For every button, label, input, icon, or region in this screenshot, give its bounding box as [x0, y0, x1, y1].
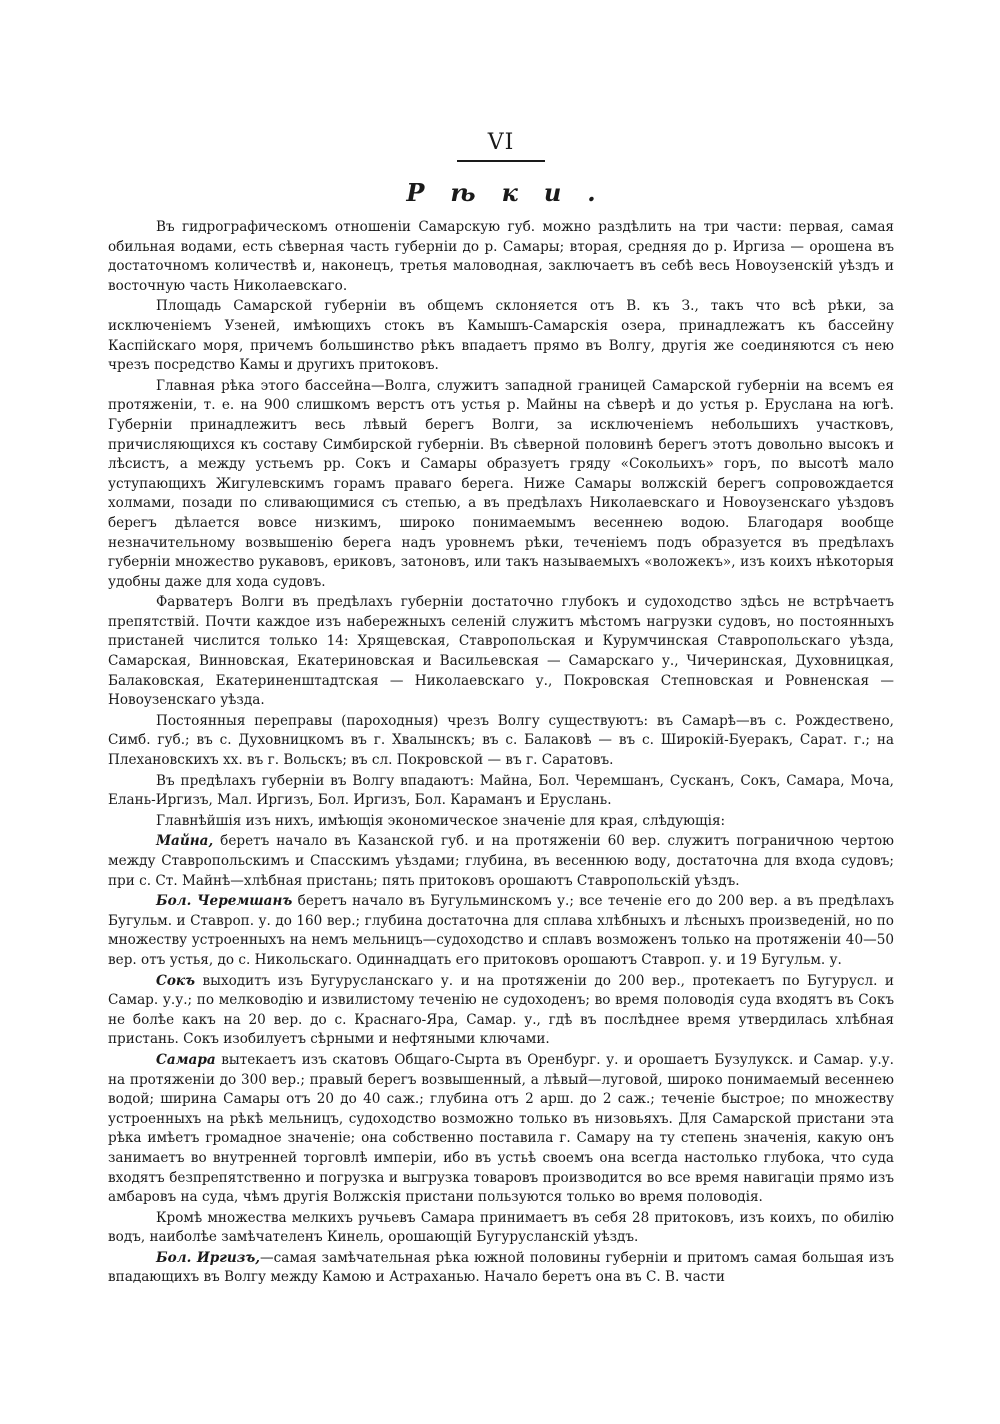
paragraph-text: Въ гидрографическомъ отношеніи Самарскую губ. можно раздѣлить на три части: первая, самая обильная водами, есть сѣверная часть губерніи до р. Самары; вторая, средняя до р. Иргиза — орошена въ достаточномъ количествѣ и, наконецъ, третья маловодная, заключаетъ въ себѣ весь Новоузенскій уѣздъ и восточную часть Николаевскаго. [108, 219, 894, 294]
page-content [108, 128, 894, 1289]
paragraph-lead: Сокъ [156, 972, 195, 989]
paragraph-text: Главная рѣка этого бассейна—Волга, служитъ западной границей Самарской губерніи на всемъ ея протяженіи, т. е. на 900 слишкомъ верстъ отъ устья р. Майны на сѣверѣ и до устья р. Еруслана на югѣ. Губерніи принадлежитъ весь лѣвый берегъ Волги, за исключеніемъ небольшихъ участковъ, причисляющихся къ составу Симбирской губерніи. Въ сѣверной половинѣ берегъ этотъ довольно высокъ и лѣсистъ, а между устьемъ рр. Сокъ и Самары образуетъ гряду «Сокольихъ» горъ, по высотѣ мало уступающихъ Жигулевскимъ горамъ праваго берега. Ниже Самары волжскій берегъ сопровождается холмами, позади по сливающимися съ степью, а въ предѣлахъ Николаевскаго и Новоузенскаго уѣздовъ берегъ дѣлается вовсе низкимъ, широко понимаемымъ весеннею водою. Благодаря вообще незначительному возвышенію берега надъ уровнемъ рѣки, теченіемъ подъ образуется въ предѣлахъ губерніи множество рукавовъ, ериковъ, затоновъ, или такъ называемыхъ «воложекъ», изъ коихъ нѣкоторыя удобны даже для хода судовъ. [108, 377, 894, 590]
paragraph-text: Фарватеръ Волги въ предѣлахъ губерніи достаточно глубокъ и судоходство здѣсь не встрѣчаетъ препятствій. Почти каждое изъ набережныхъ селеній служитъ мѣстомъ нагрузки судовъ, но постоянныхъ пристаней числится только 14: Хрящевская, Ставропольская и Курумчинская Ставропольскаго уѣзда, Самарская, Винновская, Екатериновская и Васильевская — Самарскаго у., Чичеринская, Духовницкая, Балаковская, Екатериненштадтская — Николаевскаго у., Покровская Степновская и Ровненская — Новоузенскаго уѣзда. [108, 594, 894, 709]
paragraph-text: Кромѣ множества мелкихъ ручьевъ Самара принимаетъ въ себя 28 притоковъ, изъ коихъ, по обилію водъ, наиболѣе замѣчателенъ Кинель, орошающій Бугурусланскій уѣздъ. [108, 1209, 894, 1246]
paragraph-text: беретъ начало въ Бугульминскомъ у.; все теченіе его до 200 вер. а въ предѣлахъ Бугульм. и Ставроп. у. до 160 вер.; глубина достаточна для сплава хлѣбныхъ и лѣсныхъ произведеній, но по множеству устроенныхъ на немъ мельницъ—судоходство и сплавъ возможенъ только на протяженіи 40—50 вер. отъ устья, до с. Никольскаго. Одиннадцать его притоковъ орошаютъ Ставроп. у. и 19 Бугульм. у. [108, 893, 894, 968]
paragraph-text: вытекаетъ изъ скатовъ Общаго-Сырта въ Оренбург. у. и орошаетъ Бузулукск. и Самар. у.у. на протяженіи до 300 вер.; правый берегъ возвышенный, а лѣвый—луговой, широко понимаемый весеннею водой; ширина Самары отъ 20 до 40 саж.; глубина отъ 2 арш. до 2 саж.; теченіе быстрое; по множеству устроенныхъ на рѣкѣ мельницъ, судоходство возможно только въ низовьяхъ. Для Самарской пристани эта рѣка имѣетъ громадное значеніе; она собственно поставила г. Самару на ту степень значенія, какую онъ занимаетъ во внутренней торговлѣ имперіи, ибо въ устьѣ своемъ она всегда настолько глубока, что суда входятъ безпрепятственно и погрузка и выгрузка товаровъ производится во все время навигаціи прямо изъ амбаровъ на суда, чѣмъ другія Волжскія пристани пользуются только во время половодія. [108, 1051, 894, 1206]
paragraph [108, 972, 894, 1050]
chapter-rule [457, 160, 545, 162]
paragraph-lead: Бол. Иргизъ, [156, 1249, 261, 1266]
paragraph [108, 772, 894, 811]
paragraph-text: выходитъ изъ Бугурусланскаго у. и на протяженіи до 200 вер., протекаетъ по Бугурусл. и Самар. у.у.; по мелководію и извилистому теченію не судоходенъ; во время половодія суда входятъ въ Сокъ не болѣе какъ на 20 вер. до с. Краснаго-Яра, Самар. у., гдѣ въ послѣднее время утвердилась хлѣбная пристань. Сокъ изобилуетъ сѣрными и нефтяными ключами. [108, 972, 894, 1048]
paragraph-text: —самая замѣчательная рѣка южной половины губерніи и притомъ самая большая изъ впадающихъ въ Волгу между Камою и Астраханью. Начало беретъ она въ С. В. части [108, 1249, 894, 1286]
chapter-number: VI [487, 130, 515, 155]
paragraph [108, 218, 894, 296]
paragraph-text: Площадь Самарской губерніи въ общемъ склоняется отъ В. къ З., такъ что всѣ рѣки, за исключеніемъ Узеней, имѣющихъ стокъ въ Камышъ-Самарскія озера, принадлежатъ къ бассейну Каспійскаго моря, причемъ большинство рѣкъ впадаетъ прямо въ Волгу, другія же соединяются съ нею чрезъ посредство Камы и другихъ притоковъ. [108, 298, 894, 374]
paragraph [108, 593, 894, 711]
paragraph [108, 812, 894, 832]
paragraph [108, 832, 894, 891]
paragraph-text: Главнѣйшія изъ нихъ, имѣющія экономическое значеніе для края, слѣдующія: [156, 812, 726, 829]
paragraph [108, 1051, 894, 1208]
paragraph [108, 1209, 894, 1248]
paragraph [108, 1249, 894, 1288]
paragraph-lead: Самара [156, 1051, 216, 1068]
body-text [108, 218, 894, 1288]
paragraph-text: Постоянныя переправы (пароходныя) чрезъ Волгу существуютъ: въ Самарѣ—въ с. Рождествено, Симб. губ.; въ с. Духовницкомъ въ г. Хвалынскъ; въ с. Балаковѣ — въ с. Широкій-Буеракъ, Сарат. г.; на Плехановскихъ хх. въ г. Вольскъ; въ сл. Покровской — въ г. Саратовъ. [108, 712, 894, 769]
chapter-title: Рѣки. [406, 178, 622, 207]
paragraph [108, 297, 894, 375]
paragraph [108, 712, 894, 771]
paragraph-lead: Бол. Черемшанъ [156, 893, 293, 910]
paragraph-lead: Майна, [156, 833, 214, 850]
paragraph-text: Въ предѣлахъ губерніи въ Волгу впадаютъ: Майна, Бол. Черемшанъ, Сусканъ, Сокъ, Самара, Моча, Елань-Иргизъ, Мал. Иргизъ, Бол. Иргизъ, Бол. Караманъ и Еруслань. [108, 772, 894, 809]
paragraph [108, 377, 894, 593]
paragraph-text: беретъ начало въ Казанской губ. и на протяженіи 60 вер. служитъ пограничною чертою между Ставропольскимъ и Спасскимъ уѣздами; глубина, въ весеннюю воду, достаточна для входа судовъ; при с. Ст. Майнѣ—хлѣбная пристань; пять притоковъ орошаютъ Ставропольскій уѣздъ. [108, 833, 894, 889]
paragraph [108, 892, 894, 970]
